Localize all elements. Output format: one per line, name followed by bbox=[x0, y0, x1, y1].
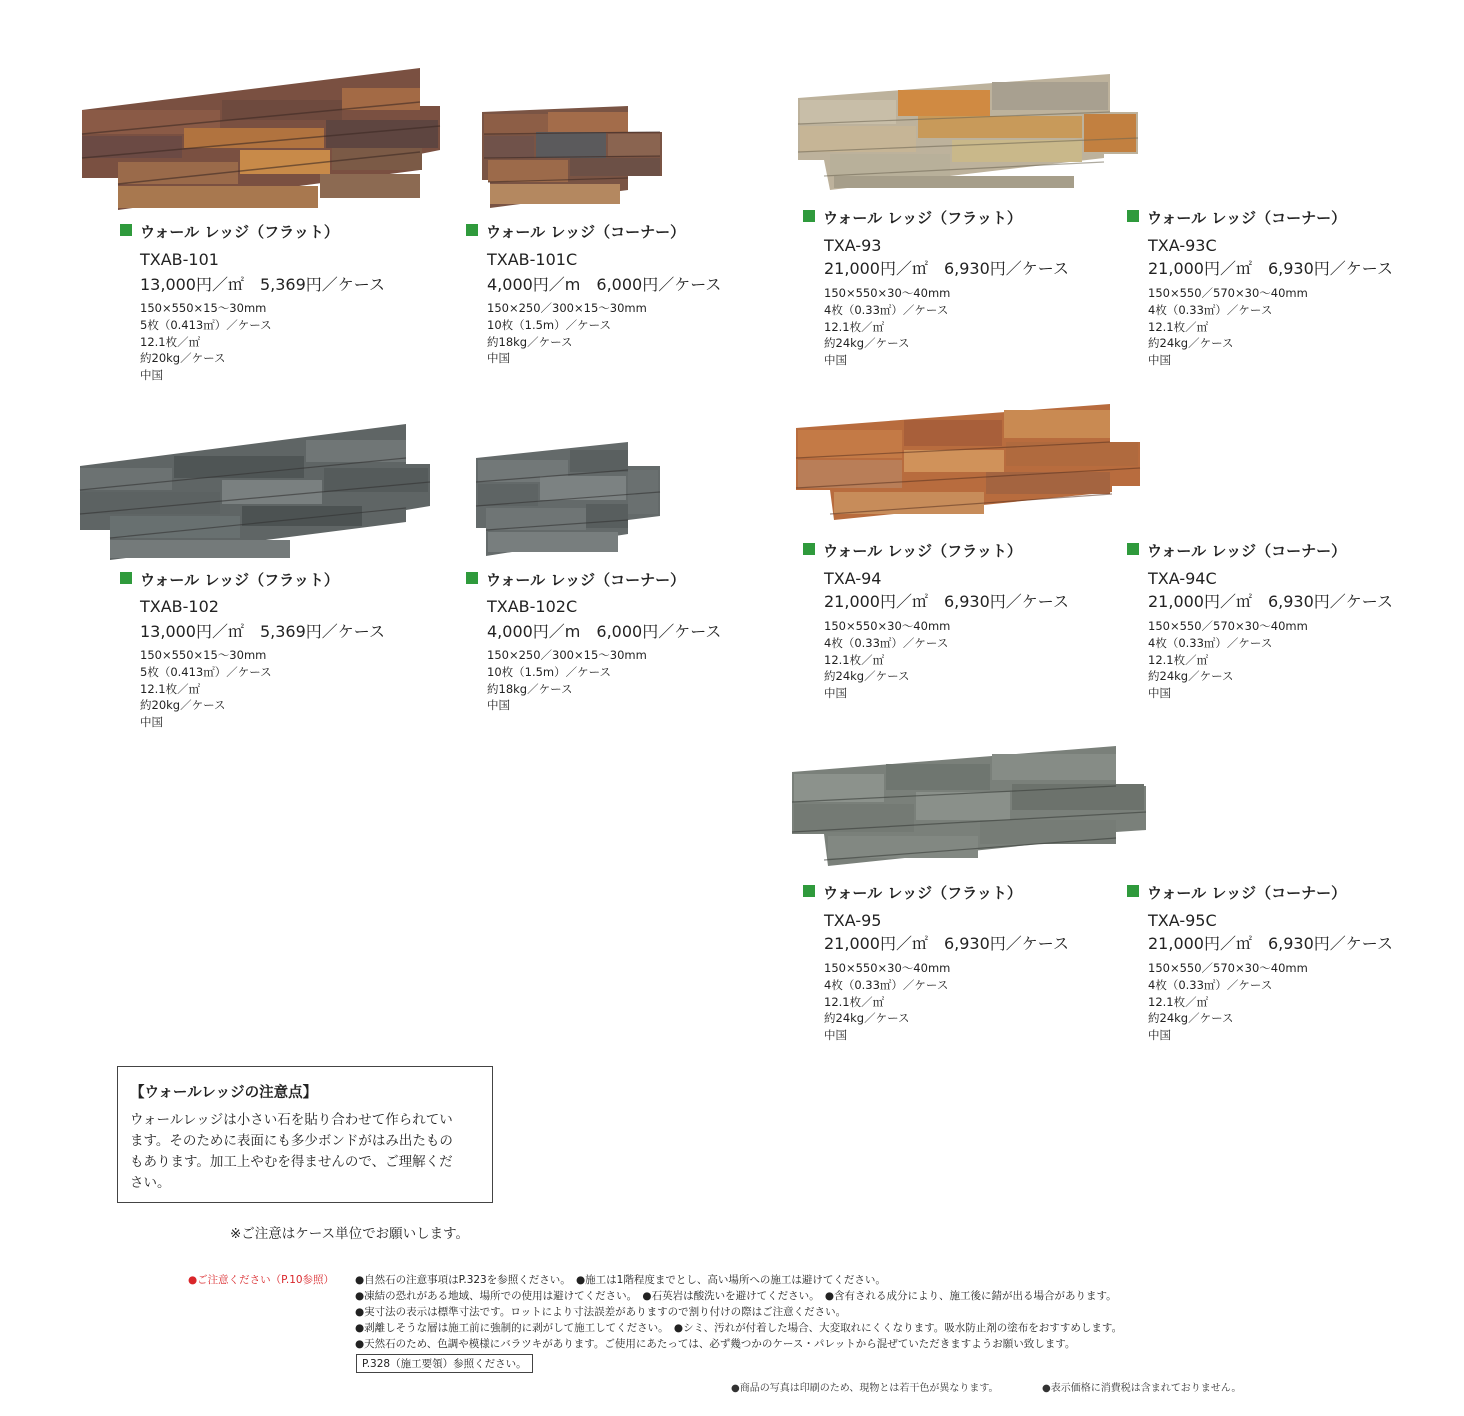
green-square-icon bbox=[1127, 885, 1139, 897]
product-spec-line: 150×550×30〜40mm bbox=[824, 619, 951, 633]
product-photo-txab-101c bbox=[480, 106, 664, 210]
product-specs bbox=[1148, 960, 1308, 1044]
product-code: TXA-95C bbox=[1148, 911, 1217, 930]
product-spec-line: 150×550／570×30〜40mm bbox=[1148, 619, 1308, 633]
green-square-icon bbox=[803, 543, 815, 555]
product-spec-line: 150×550／570×30〜40mm bbox=[1148, 286, 1308, 300]
product-spec-line: 中国 bbox=[1148, 686, 1171, 701]
green-square-icon bbox=[120, 224, 132, 236]
product-spec-line: 中国 bbox=[487, 351, 510, 366]
product-title bbox=[466, 221, 685, 242]
product-spec-line: 10枚（1.5m）／ケース bbox=[487, 664, 612, 679]
product-spec-line: 150×550／570×30〜40mm bbox=[1148, 961, 1308, 975]
green-square-icon bbox=[466, 224, 478, 236]
product-title bbox=[803, 540, 1022, 561]
green-square-icon bbox=[803, 210, 815, 222]
product-spec-line: 中国 bbox=[824, 1028, 847, 1043]
product-spec-line: 4枚（0.33㎡）／ケース bbox=[824, 635, 949, 650]
product-price: 13,000円／㎡ 5,369円／ケース bbox=[140, 622, 385, 641]
product-title-text: ウォール レッジ（フラット） bbox=[823, 542, 1022, 560]
product-price: 4,000円／m 6,000円／ケース bbox=[487, 622, 722, 641]
product-spec-line: 150×550×15〜30mm bbox=[140, 301, 267, 315]
product-title-text: ウォール レッジ（コーナー） bbox=[486, 571, 686, 589]
product-spec-line: 中国 bbox=[487, 698, 510, 713]
product-spec-line: 約24kg／ケース bbox=[824, 669, 910, 684]
product-spec-line: 12.1枚／㎡ bbox=[1148, 994, 1209, 1009]
product-title bbox=[120, 221, 339, 242]
product-price: 21,000円／㎡ 6,930円／ケース bbox=[824, 592, 1069, 611]
product-photo-txa-93 bbox=[794, 72, 1140, 192]
product-specs bbox=[140, 647, 272, 731]
product-code: TXA-93 bbox=[824, 236, 882, 255]
product-code: TXAB-101 bbox=[140, 250, 219, 269]
product-spec-line: 12.1枚／㎡ bbox=[140, 681, 201, 696]
product-spec-line: 4枚（0.33㎡）／ケース bbox=[1148, 635, 1273, 650]
product-spec-line: 150×550×30〜40mm bbox=[824, 961, 951, 975]
product-spec-line: 中国 bbox=[1148, 1028, 1171, 1043]
product-spec-line: 約24kg／ケース bbox=[1148, 336, 1234, 351]
product-title-text: ウォール レッジ（フラット） bbox=[140, 223, 339, 241]
product-spec-line: 12.1枚／㎡ bbox=[1148, 319, 1209, 334]
product-spec-line: 中国 bbox=[1148, 353, 1171, 368]
product-specs bbox=[1148, 618, 1308, 702]
product-photo-txa-95 bbox=[790, 744, 1150, 868]
construction-reference-link[interactable]: P.328（施工要領）参照ください。 bbox=[356, 1354, 533, 1373]
product-specs bbox=[1148, 285, 1308, 369]
product-code: TXA-94 bbox=[824, 569, 882, 588]
product-title-text: ウォール レッジ（コーナー） bbox=[1147, 884, 1347, 902]
product-price: 21,000円／㎡ 6,930円／ケース bbox=[1148, 592, 1393, 611]
product-spec-line: 150×550×30〜40mm bbox=[824, 286, 951, 300]
caution-line: ●剥離しそうな層は施工前に強制的に剥がして施工してください。 ●シミ、汚れが付着した場合、大変取れにくくなります。吸水防止剤の塗布をおすすめします。 bbox=[355, 1322, 1123, 1334]
caution-label: ●ご注意ください（P.10参照） bbox=[188, 1274, 335, 1286]
product-price: 21,000円／㎡ 6,930円／ケース bbox=[824, 934, 1069, 953]
product-spec-line: 約18kg／ケース bbox=[487, 681, 573, 696]
product-spec-line: 中国 bbox=[140, 715, 163, 730]
product-title bbox=[1127, 540, 1346, 561]
product-spec-line: 12.1枚／㎡ bbox=[140, 334, 201, 349]
product-title-text: ウォール レッジ（コーナー） bbox=[486, 223, 686, 241]
product-title-text: ウォール レッジ（フラット） bbox=[823, 884, 1022, 902]
product-photo-txa-94 bbox=[794, 402, 1144, 522]
product-spec-line: 4枚（0.33㎡）／ケース bbox=[1148, 977, 1273, 992]
caution-line: ●凍結の恐れがある地域、場所での使用は避けてください。 ●石英岩は酸洗いを避けてください。 ●含有される成分により、施工後に錆が出る場合があります。 bbox=[355, 1290, 1117, 1302]
product-price: 21,000円／㎡ 6,930円／ケース bbox=[824, 259, 1069, 278]
product-specs bbox=[487, 647, 647, 714]
product-specs bbox=[487, 300, 647, 367]
product-spec-line: 5枚（0.413㎡）／ケース bbox=[140, 317, 272, 332]
product-spec-line: 約24kg／ケース bbox=[824, 1011, 910, 1026]
green-square-icon bbox=[803, 885, 815, 897]
product-code: TXA-93C bbox=[1148, 236, 1217, 255]
product-spec-line: 中国 bbox=[824, 353, 847, 368]
caution-line: ●自然石の注意事項はP.323を参照ください。 ●施工は1階程度までとし、高い場所への施工は避けてください。 bbox=[355, 1274, 886, 1286]
product-photo-txab-102 bbox=[80, 422, 434, 562]
product-price: 21,000円／㎡ 6,930円／ケース bbox=[1148, 259, 1393, 278]
green-square-icon bbox=[1127, 210, 1139, 222]
product-title-text: ウォール レッジ（フラット） bbox=[823, 209, 1022, 227]
caution-line: ●実寸法の表示は標準寸法です。ロットにより寸法誤差がありますので割り付けの際はご注意ください。 bbox=[355, 1306, 847, 1318]
product-spec-line: 12.1枚／㎡ bbox=[824, 319, 885, 334]
product-title-text: ウォール レッジ（コーナー） bbox=[1147, 542, 1347, 560]
product-price: 4,000円／m 6,000円／ケース bbox=[487, 275, 722, 294]
product-title bbox=[803, 207, 1022, 228]
product-spec-line: 12.1枚／㎡ bbox=[1148, 652, 1209, 667]
product-title bbox=[1127, 207, 1346, 228]
product-code: TXAB-102 bbox=[140, 597, 219, 616]
product-spec-line: 約20kg／ケース bbox=[140, 351, 226, 366]
product-photo-txab-101 bbox=[82, 66, 442, 212]
product-spec-line: 5枚（0.413㎡）／ケース bbox=[140, 664, 272, 679]
product-title bbox=[120, 569, 339, 590]
product-spec-line: 約24kg／ケース bbox=[1148, 669, 1234, 684]
product-specs bbox=[824, 960, 950, 1044]
note-line: ます。そのために表面にも多少ボンドがはみ出たもの bbox=[130, 1133, 453, 1149]
product-spec-line: 4枚（0.33㎡）／ケース bbox=[824, 302, 949, 317]
product-spec-line: 150×550×15〜30mm bbox=[140, 648, 267, 662]
tax-note: ●表示価格に消費税は含まれておりません。 bbox=[1042, 1383, 1242, 1394]
product-title-text: ウォール レッジ（フラット） bbox=[140, 571, 339, 589]
product-code: TXA-95 bbox=[824, 911, 882, 930]
product-code: TXA-94C bbox=[1148, 569, 1217, 588]
product-title bbox=[466, 569, 685, 590]
order-unit-note: ※ご注意はケース単位でお願いします。 bbox=[230, 1226, 470, 1242]
product-spec-line: 150×250／300×15〜30mm bbox=[487, 301, 647, 315]
product-spec-line: 約24kg／ケース bbox=[1148, 1011, 1234, 1026]
product-spec-line: 中国 bbox=[824, 686, 847, 701]
green-square-icon bbox=[466, 572, 478, 584]
product-spec-line: 約24kg／ケース bbox=[824, 336, 910, 351]
note-line: ウォールレッジは小さい石を貼り合わせて作られてい bbox=[130, 1112, 453, 1128]
product-specs bbox=[140, 300, 272, 384]
product-price: 21,000円／㎡ 6,930円／ケース bbox=[1148, 934, 1393, 953]
product-title bbox=[1127, 882, 1346, 903]
product-spec-line: 4枚（0.33㎡）／ケース bbox=[824, 977, 949, 992]
product-spec-line: 4枚（0.33㎡）／ケース bbox=[1148, 302, 1273, 317]
green-square-icon bbox=[120, 572, 132, 584]
product-spec-line: 12.1枚／㎡ bbox=[824, 652, 885, 667]
note-line: もあります。加工上やむを得ませんので、ご理解くだ bbox=[130, 1154, 453, 1170]
product-spec-line: 10枚（1.5m）／ケース bbox=[487, 317, 612, 332]
product-title bbox=[803, 882, 1022, 903]
photo-color-note: ●商品の写真は印刷のため、現物とは若干色が異なります。 bbox=[731, 1383, 999, 1394]
product-spec-line: 約20kg／ケース bbox=[140, 698, 226, 713]
product-code: TXAB-102C bbox=[487, 597, 578, 616]
product-spec-line: 約18kg／ケース bbox=[487, 334, 573, 349]
product-specs bbox=[824, 618, 950, 702]
green-square-icon bbox=[1127, 543, 1139, 555]
product-photo-txab-102c bbox=[474, 440, 662, 558]
product-code: TXAB-101C bbox=[487, 250, 578, 269]
product-spec-line: 中国 bbox=[140, 368, 163, 383]
note-line: さい。 bbox=[130, 1175, 171, 1191]
product-price: 13,000円／㎡ 5,369円／ケース bbox=[140, 275, 385, 294]
product-spec-line: 150×250／300×15〜30mm bbox=[487, 648, 647, 662]
caution-line: ●天然石のため、色調や模様にバラツキがあります。ご使用にあたっては、必ず幾つかのケース・パレットから混ぜていただきますようお願い致します。 bbox=[355, 1338, 1076, 1350]
caution-note-box bbox=[117, 1066, 493, 1203]
product-spec-line: 12.1枚／㎡ bbox=[824, 994, 885, 1009]
product-specs bbox=[824, 285, 950, 369]
product-title-text: ウォール レッジ（コーナー） bbox=[1147, 209, 1347, 227]
note-title: 【ウォールレッジの注意点】 bbox=[130, 1085, 318, 1101]
